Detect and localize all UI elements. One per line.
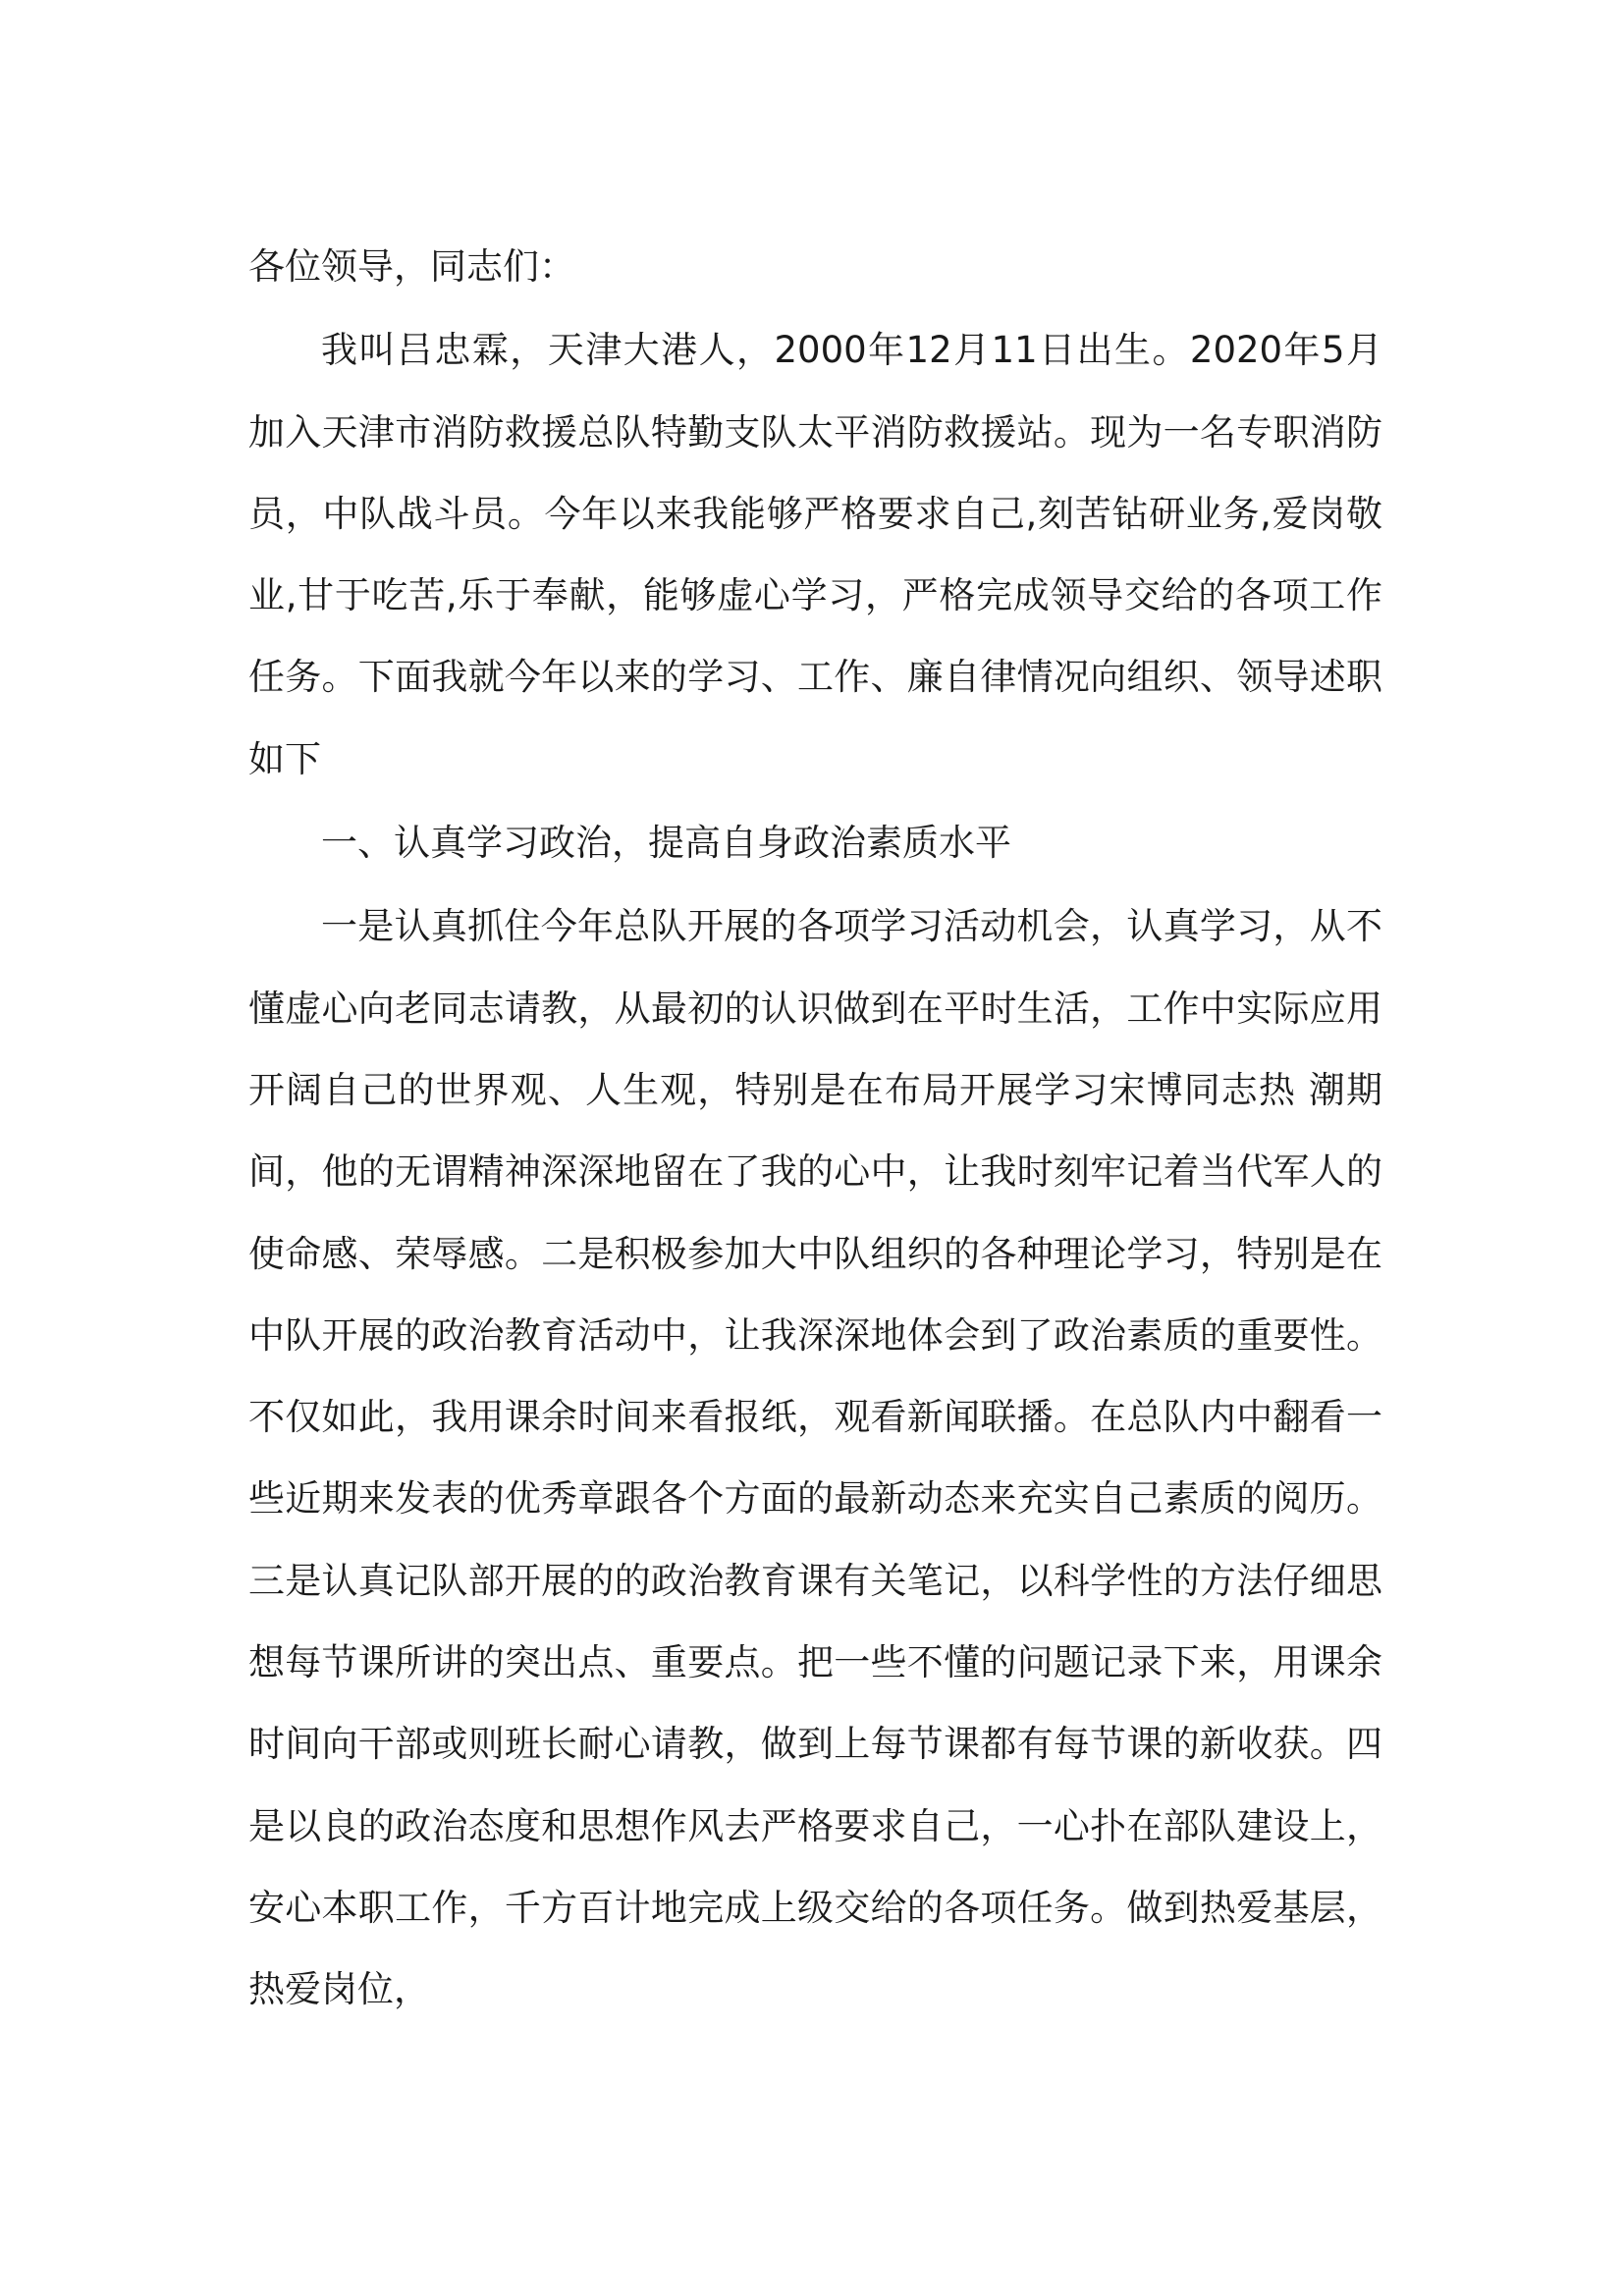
paragraph-political-study: 一是认真抓住今年总队开展的各项学习活动机会，认真学习，从不懂虚心向老同志请教，从最初的认识做到在平时生活，工作中实际应用开阔自己的世界观、人生观，特别是在布局开展学习宋博同志热 潮期间，他的无谓精神深深地留在了我的心中，让我时刻牢记着当代军人的使命感、荣辱感。二是积极参加大中队组织的各种理论学习，特别是在中队开展的政治教育活动中，让我深深地体会到了政治素质的重要性。不仅如此，我用课余时间来看报纸，观看新闻联播。在总队内中翻看一些近期来发表的优秀章跟各个方面的最新动态来充实自己素质的阅历。三是认真记队部开展的的政治教育课有关笔记，以科学性的方法仔细思想每节课所讲的突出点、重要点。把一些不懂的问题记录下来，用课余时间向干部或则班长耐心请教，做到上每节课都有每节课的新收获。四是以良的政治态度和思想作风去严格要求自己，一心扑在部队建设上，安心本职工作，千方百计地完成上级交给的各项任务。做到热爱基层，热爱岗位， (248, 905, 1382, 2011)
document-body (248, 226, 1382, 2033)
salutation: 各位领导，同志们： (248, 245, 575, 288)
paragraph-introduction: 我叫吕忠霖，天津大港人，2000年12月11日出生。2020年5月加入天津市消防救援总队特勤支队太平消防救援站。现为一名专职消防员，中队战斗员。今年以来我能够严格要求自己,刻苦钻研业务,爱岗敬业,甘于吃苦,乐于奉献，能够虚心学习，严格完成领导交给的各项工作任务。下面我就今年以来的学习、工作、廉自律情况向组织、领导述职如下 (248, 329, 1382, 780)
section-heading-1: 一、认真学习政治，提高自身政治素质水平 (321, 822, 1011, 865)
